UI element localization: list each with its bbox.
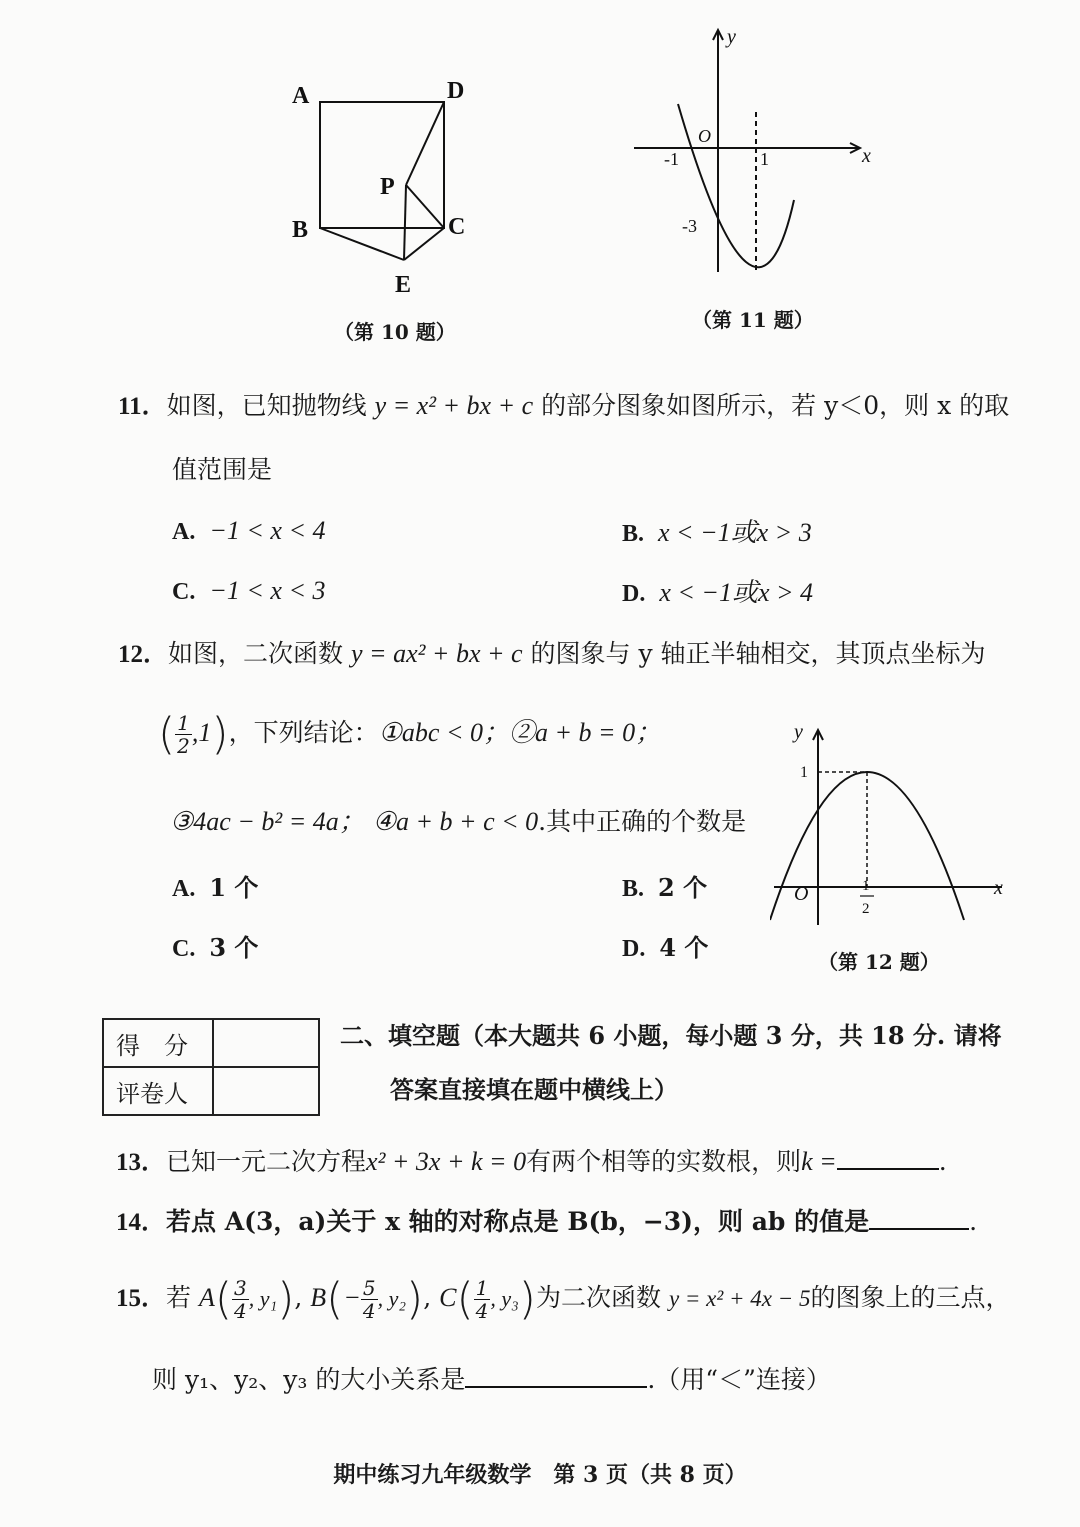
- option-text: −1 < x < 3: [209, 576, 326, 605]
- q15-line2-a: 则 y₁、y₂、y₃ 的大小关系是: [152, 1365, 466, 1394]
- q12-option-d[interactable]: [622, 928, 708, 963]
- label-1: 1: [800, 764, 808, 781]
- option-letter: B.: [622, 876, 645, 902]
- label-x: x: [994, 877, 1003, 899]
- q13-k: k =: [801, 1147, 837, 1176]
- option-letter: A.: [172, 519, 196, 545]
- numerator: 3: [234, 1276, 247, 1300]
- score-cell[interactable]: [213, 1019, 319, 1067]
- q15-line2: [152, 1360, 831, 1398]
- score-table: [102, 1018, 320, 1116]
- denominator: 4: [475, 1299, 489, 1323]
- q12-line2: [158, 708, 661, 760]
- figure-11: [630, 20, 880, 290]
- section2-instruction: 答案直接填在题中横线上）: [390, 1075, 678, 1104]
- q12-text-b: 的图象与 y 轴正半轴相交，其顶点坐标为: [530, 639, 986, 668]
- point-c-label: C: [439, 1283, 457, 1312]
- vertex-numerator: 1: [177, 711, 190, 735]
- segment-dp: [406, 102, 444, 185]
- section2-heading: 二、填空题（本大题共 6 小题，每小题 3 分，共 18 分. 请将: [340, 1021, 1002, 1050]
- option-text: 2 个: [658, 873, 708, 902]
- figure-10-caption: （第 10 题）: [334, 320, 456, 344]
- segment-ce: [404, 228, 444, 260]
- q12-conclusions-intro: ，下列结论：: [228, 718, 379, 747]
- q12-tail: .其中正确的个数是: [538, 807, 747, 836]
- q12-number: 12．: [118, 641, 169, 668]
- option-letter: C.: [172, 579, 196, 605]
- q11-option-c[interactable]: [172, 576, 326, 606]
- q12-conclusion-4: ④a + b + c < 0: [372, 807, 539, 836]
- point-c-y: , y₃: [490, 1286, 519, 1311]
- label-half-den: 2: [862, 901, 870, 917]
- q13-number: 13．: [116, 1149, 167, 1176]
- label-p: P: [380, 174, 395, 200]
- paren-right: ): [277, 1273, 295, 1325]
- q12-option-c[interactable]: [172, 928, 258, 963]
- q13-answer-blank[interactable]: [837, 1142, 939, 1170]
- label-origin: O: [698, 126, 711, 146]
- q15-text-c: 的图象上的三点，: [810, 1283, 1011, 1312]
- q12-formula: y = ax² + bx + c: [350, 639, 523, 668]
- q15-ruo: 若: [166, 1283, 192, 1312]
- option-letter: D.: [622, 581, 646, 607]
- point-b-fraction: [361, 1277, 378, 1322]
- paren-right: ): [518, 1273, 536, 1325]
- q11-text-a: 如图，已知抛物线: [166, 391, 367, 420]
- q12-line3: [170, 804, 746, 840]
- point-b-sign: −: [343, 1283, 361, 1312]
- label-1: 1: [760, 149, 769, 169]
- figure-12-graph: [770, 720, 1010, 930]
- q14-answer-blank[interactable]: [869, 1202, 969, 1230]
- paren-right: ): [406, 1273, 424, 1325]
- point-b-y: , y₂: [377, 1286, 407, 1311]
- q11-number: 11．: [118, 393, 167, 420]
- label-half-num: 1: [862, 878, 870, 894]
- vertex-denominator: 2: [177, 734, 190, 758]
- label-y: y: [727, 26, 736, 48]
- paren-left: (: [326, 1273, 344, 1325]
- paren-left: (: [214, 1273, 233, 1325]
- q14-text: 若点 A(3，a)关于 x 轴的对称点是 B(b，−3)，则 ab 的值是: [166, 1207, 870, 1236]
- q11-line2: 值范围是: [172, 455, 273, 484]
- parabola-curve: [678, 104, 794, 267]
- q12-conclusion-1: ①abc < 0；: [378, 718, 509, 747]
- q12-conclusion-3: ③4ac − b² = 4a；: [170, 807, 365, 836]
- paren-left: (: [158, 708, 176, 760]
- denominator: 4: [234, 1299, 247, 1323]
- vertex-fraction: [175, 712, 192, 757]
- q15-number: 15．: [116, 1285, 167, 1312]
- label-y: y: [794, 721, 803, 743]
- q13: [116, 1142, 947, 1181]
- point-c-fraction: [474, 1277, 491, 1322]
- label-a: A: [292, 83, 310, 109]
- vertex-rest: ,1: [191, 718, 212, 747]
- segment-pc: [406, 185, 444, 228]
- label-e: E: [395, 272, 412, 298]
- figure-11-graph: [630, 20, 880, 290]
- point-a-y: , y₁: [248, 1286, 278, 1311]
- q12-conclusion-2: ②a + b = 0；: [509, 718, 662, 747]
- q13-formula: x² + 3x + k = 0: [366, 1147, 527, 1176]
- score-label: 得 分: [103, 1019, 213, 1067]
- segment-be: [320, 228, 404, 260]
- q11-option-b[interactable]: [622, 512, 812, 549]
- paren-left: (: [456, 1273, 474, 1325]
- q13-end: .: [938, 1147, 947, 1176]
- numerator: 5: [362, 1276, 376, 1300]
- label-x: x: [862, 145, 871, 167]
- q15-line1: 15．若 A( $\frac{3}{4}$ , y₁), B(− $\frac{5}{4}$ , y₂), C( $\frac{1}{4}$ , y₃)为二次函数 y = x² + 4x − 5的图象上的三点，: [116, 1273, 1011, 1325]
- q14: [116, 1202, 977, 1241]
- numerator: 1: [475, 1276, 489, 1300]
- q13-text-b: 有两个相等的实数根，则: [526, 1147, 802, 1176]
- grader-label: 评卷人: [103, 1067, 213, 1115]
- label-b: B: [292, 217, 309, 243]
- option-text: 3 个: [209, 933, 259, 962]
- option-text: −1 < x < 4: [209, 516, 326, 545]
- square-abcd: [320, 102, 444, 228]
- figure-10-diagram: [280, 70, 500, 310]
- label-origin: O: [794, 883, 809, 905]
- option-letter: B.: [622, 521, 645, 547]
- q11-option-a[interactable]: [172, 516, 326, 546]
- grader-cell[interactable]: [213, 1067, 319, 1115]
- q11-line1: [118, 388, 1009, 425]
- label-neg1: -1: [664, 149, 679, 169]
- q12-option-a[interactable]: [172, 868, 258, 903]
- point-b-label: B: [310, 1283, 327, 1312]
- figure-12: [770, 720, 1010, 930]
- label-neg3: -3: [682, 216, 697, 236]
- point-a-label: A: [198, 1283, 215, 1312]
- denominator: 4: [362, 1299, 376, 1323]
- paren-right: ): [211, 708, 229, 760]
- q11-text-b: 的部分图象如图所示，若 y＜0，则 x 的取: [541, 391, 1010, 420]
- point-a-fraction: [232, 1277, 249, 1322]
- q11-formula: y = x² + bx + c: [374, 391, 534, 420]
- figure-12-caption: （第 12 题）: [818, 950, 940, 974]
- option-letter: A.: [172, 876, 196, 902]
- label-c: C: [448, 214, 466, 240]
- q12-option-b[interactable]: [622, 868, 707, 903]
- label-d: D: [447, 78, 465, 104]
- page-footer: 期中练习九年级数学 第 3 页（共 8 页）: [333, 1462, 747, 1488]
- score-box: [102, 1018, 320, 1116]
- figure-10: [280, 70, 500, 310]
- q15-line2-b: .（用“＜”连接）: [647, 1365, 831, 1394]
- q15-answer-blank[interactable]: [465, 1360, 647, 1388]
- q15-text-b: 为二次函数: [535, 1283, 661, 1312]
- q14-end: .: [969, 1207, 978, 1236]
- q12-line1: [118, 636, 986, 673]
- option-text: x < −1或x > 4: [659, 578, 814, 607]
- option-letter: C.: [172, 936, 196, 962]
- segment-pe: [404, 185, 406, 260]
- option-text: x < −1或x > 3: [658, 518, 812, 547]
- q15-formula: y = x² + 4x − 5: [668, 1286, 811, 1311]
- figure-11-caption: （第 11 题）: [692, 308, 814, 332]
- q13-text-a: 已知一元二次方程: [166, 1147, 367, 1176]
- q14-number: 14．: [116, 1209, 167, 1236]
- option-letter: D.: [622, 936, 646, 962]
- option-text: 4 个: [659, 933, 709, 962]
- q12-text-a: 如图，二次函数: [168, 639, 344, 668]
- q11-option-d[interactable]: [622, 572, 813, 609]
- option-text: 1 个: [209, 873, 259, 902]
